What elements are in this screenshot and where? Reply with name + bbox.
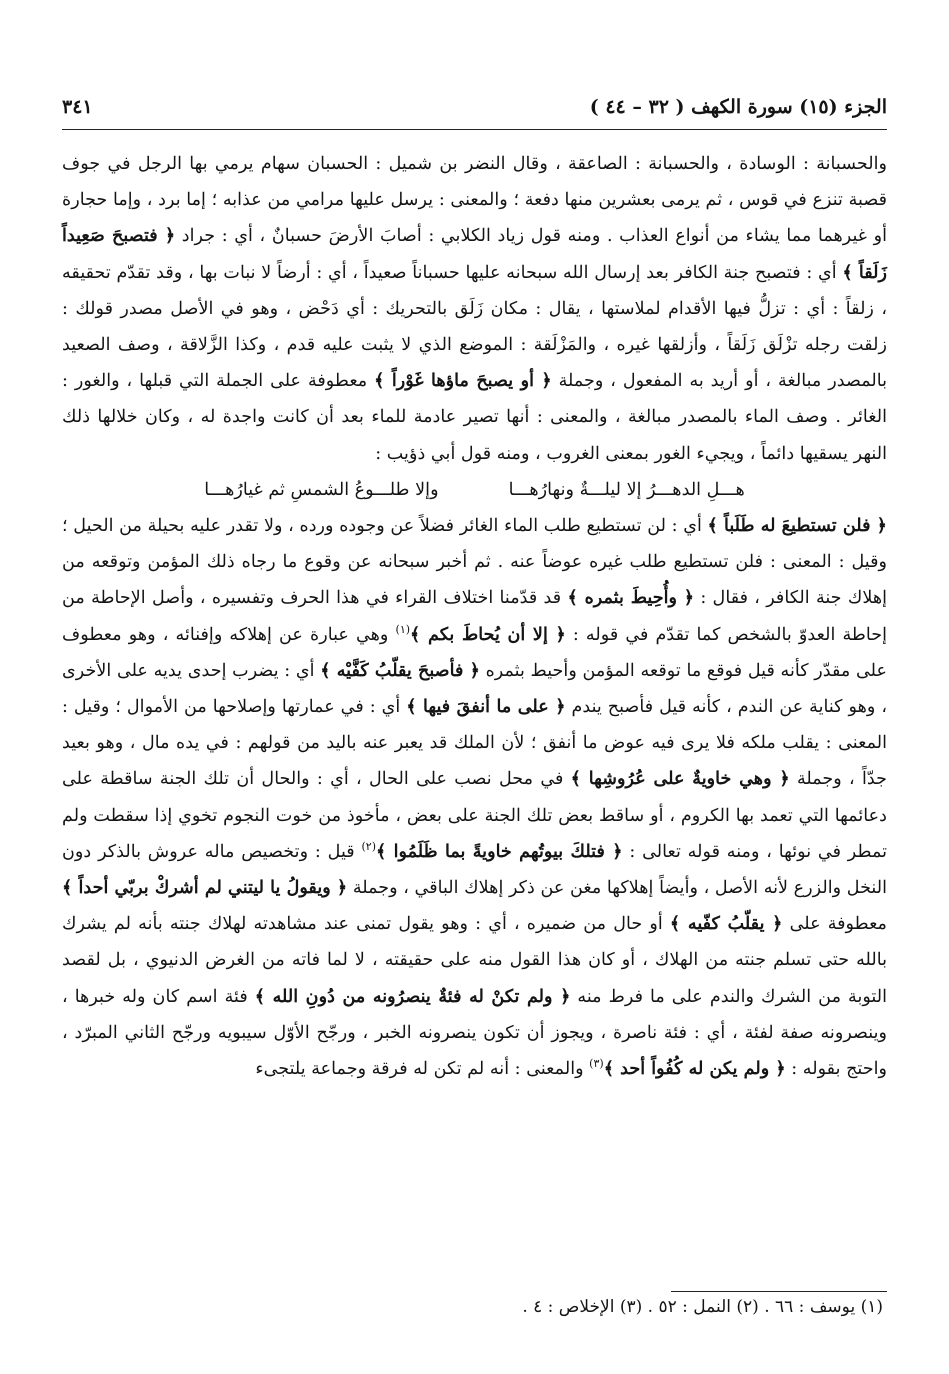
footnote-rule	[671, 1291, 887, 1292]
text-run: أي : في عمارتها وإصلاحها من الأموال ؛ وقيل : المعنى : يقلب ملكه فلا يرى فيه عوض ما أنفق ؛ لأن الملك قد يعبر عنه باليد من قولهم : في يده مال ، وهو بعيد جدّاً ، وجملة	[62, 697, 887, 790]
verse-hemistich-first: هـــلِ الدهـــرُ إلا ليلـــةٌ ونهارُهـــا	[508, 479, 745, 500]
page-number: ٣٤١	[62, 96, 93, 118]
running-title: الجزء (١٥) سورة الكهف ( ٣٢ – ٤٤ )	[589, 96, 887, 118]
page-header	[62, 96, 887, 118]
text-run: والمعنى : أنه لم تكن له فرقة وجماعة يلتجىء	[255, 1059, 590, 1080]
text-run: قيل : وتخصيص ماله عروش بالذكر دون النخل والزرع لأنه الأصل ، وأيضاً إهلاكها مغن عن ذكر إهلاك الباقي ، وجملة	[62, 841, 887, 899]
paragraph	[62, 508, 887, 1087]
footnote-ref: (٢)	[361, 840, 376, 853]
quran-quote: ﴿ ولم تكنْ له فئةٌ ينصرُونه من دُونِ الله ﴾	[254, 985, 571, 1007]
quran-quote: ﴿ يقلّبُ كفّيه ﴾	[669, 913, 783, 935]
verse-hemistich-second: وإلا طلـــوعُ الشمسِ ثم غيارُهـــا	[204, 479, 439, 500]
text-run: قد قدّمنا اختلاف القراء في هذا الحرف وتفسيره ، وأصل الإحاطة من إحاطة العدوّ بالشخص كما تقدّم في قوله :	[62, 588, 888, 645]
quran-quote: ﴿ فتصبحَ صَعِيداً زَلَقاً ﴾	[62, 225, 888, 283]
quran-quote: ﴿ فتلكَ بيوتُهم خاويةً بما ظَلَمُوا ﴾	[376, 840, 623, 862]
text-run: والحسبانة : الوسادة ، والحسبانة : الصاعقة ، وقال النضر بن شميل : الحسبان سهام يرمي بها الرجل في جوف قصبة تنزع في قوس ، ثم يرمى بعشرين منها دفعة ؛ والمعنى : يرسل عليها مرامي من عذابه ؛ إما برد ، وإما حجارة أو غيرهما مما يشاء من أنواع العذاب . ومنه قول زياد الكلابي : أصابَ الأرضَ حسبانٌ ، أي : جراد	[62, 154, 888, 247]
text-run: أي : لن تستطيع طلب الماء الغائر فضلاً عن وجوده ورده ، ولا تقدر عليه بحيلة من الحيل ؛ وقيل : المعنى : فلن تستطيع طلب غيره عوضاً عنه . ثم أخبر سبحانه عن وقوع ما رجاه ذلك المؤمن وتوقعه من إهلاك جنة الكافر ، فقال :	[62, 516, 887, 609]
text-run: فئة اسم كان وله خبرها ، وينصرونه صفة لفئة ، أي : فئة ناصرة ، ويجوز أن تكون ينصرونه الخبر ، ورجّح الأوّل سيبويه ورجّح الثاني المبرّد ، واحتج بقوله :	[62, 986, 887, 1080]
text-run: معطوفة على الجملة التي قبلها ، والغور : الغائر . وصف الماء بالمصدر مبالغة ، والمعنى : أنها تصير عادمة للماء بعد أن كانت واجدة له ، وكان خلالها ذلك النهر يسقيها دائماً ، ويجيء الغور بمعنى الغروب ، ومنه قول أبي ذؤيب :	[62, 371, 887, 464]
poem-verse	[62, 472, 887, 508]
quran-quote: ﴿ وأُحِيطَ بثمره ﴾	[567, 587, 695, 609]
paragraph	[62, 146, 887, 472]
header-rule	[62, 129, 887, 130]
quran-quote: ﴿ على ما أنفقَ فيها ﴾	[406, 696, 566, 718]
text-run: أي : يضرب إحدى يديه على الأخرى ، وهو كناية عن الندم ، كأنه قيل فأصبح يندم	[62, 660, 887, 718]
quran-quote: ﴿ ولم يكن له كُفُواً أحد ﴾	[603, 1058, 786, 1080]
text-run: في محل نصب على الحال ، أي : والحال أن تلك الجنة ساقطة على دعائمها التي تعمد بها الكروم ، أو ساقط بعض تلك الجنة على بعض ، مأخوذ من خوت النجوم تخوي إذا سقطت ولم تمطر في نوئها ، ومنه قوله تعالى :	[62, 769, 888, 862]
footnotes: (١) يوسف : ٦٦ . (٢) النمل : ٥٢ . (٣) الإخلاص : ٤ .	[522, 1297, 883, 1317]
quran-quote: ﴿ فأصبحَ يقلّبُ كَفَّيْه ﴾	[320, 659, 480, 681]
footnote-ref: (١)	[395, 622, 411, 636]
text-run: معطوفة على	[782, 914, 887, 935]
quran-quote: ﴿ إلا أن يُحاطَ بكم ﴾	[410, 623, 566, 645]
text-run: وهي عبارة عن إهلاكه وإفنائه ، وهو معطوف على مقدّر كأنه قيل فوقع ما توقعه المؤمن وأحيط بثمره	[62, 624, 887, 681]
quran-quote: ﴿ وهي خاويةٌ على عُرُوشِها ﴾	[570, 768, 790, 790]
quran-quote: ﴿ ويقولُ يا ليتني لم أشركْ بربّي أحداً ﴾	[62, 877, 348, 899]
text-run: أي : فتصبح جنة الكافر بعد إرسال الله سبحانه عليها حسباناً صعيداً ، أي : أرضاً لا نبات بها ، وقد تقدّم تحقيقه ، زلقاً : أي : تزلُّ فيها الأقدام لملاستها ، يقال : مكان زَلَق بالتحريك : أي دَحْض ، وهو في الأصل مصدر قولك : زلقت رجله تزْلَق زَلَقاً ، وأزلقها غيره ، والمَزْلَقة : الموضع الذي لا يثبت عليه قدم ، وكذا الزَّلاقة ، وصف الصعيد بالمصدر مبالغة ، أو أريد به المفعول ، وجملة	[62, 262, 887, 392]
quran-quote: ﴿ أو يصبحَ ماؤها غَوْراً ﴾	[374, 370, 552, 392]
main-text	[62, 146, 887, 1087]
quran-quote: ﴿ فلن تستطيعَ له طَلَباً ﴾	[707, 515, 887, 537]
text-run: أو حال من ضميره ، أي : وهو يقول تمنى عند مشاهدته لهلاك جنته بأنه لم يشرك بالله حتى تسلم جنته من الهلاك ، أو كان هذا القول منه على حقيقته ، لا لما فاته من الغرض الدنيوي ، بل لقصد التوبة من الشرك والندم على ما فرط منه	[62, 914, 887, 1007]
footnote-ref: (٣)	[589, 1057, 604, 1071]
